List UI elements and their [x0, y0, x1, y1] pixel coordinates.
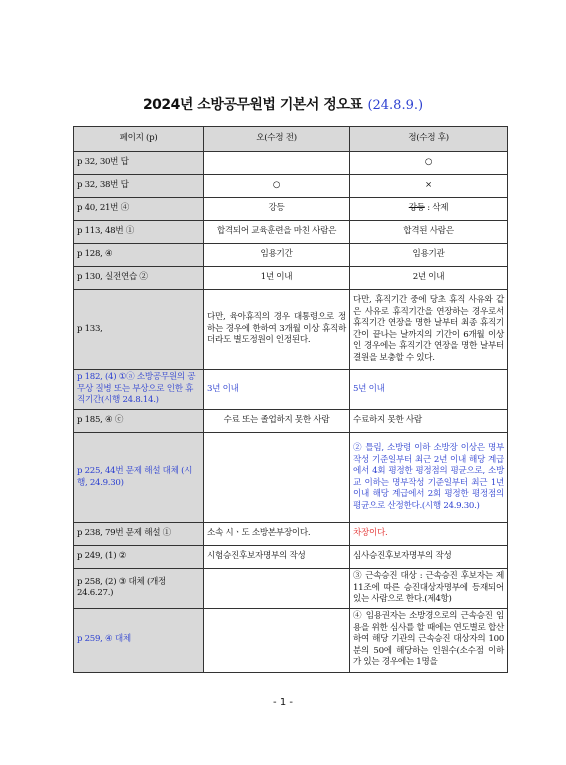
row-after: ③ 근속승진 대상 : 근속승진 후보자는 제11조에 따른 승진대상자명부에 등재되어 있는 사람으로 한다.(제4항)	[350, 569, 508, 609]
table-row	[74, 569, 508, 609]
row-page: p 128, ④	[74, 244, 204, 267]
row-page: p 40, 21번 ④	[74, 198, 204, 221]
row-before: 합격되어 교육훈련을 마친 사람은	[204, 221, 350, 244]
row-page: p 113, 48번 ①	[74, 221, 204, 244]
struck-text: 강등	[408, 203, 425, 214]
row-before: 3년 이내	[204, 370, 350, 410]
row-after: ×	[350, 175, 508, 198]
header-before: 오(수정 전)	[204, 127, 350, 152]
row-page: p 32, 30번 답	[74, 152, 204, 175]
row-before	[204, 152, 350, 175]
document-title	[0, 94, 566, 114]
table-row	[74, 244, 508, 267]
row-page: p 258, (2) ③ 대체 (개정 24.6.27.)	[74, 569, 204, 609]
table-row	[74, 523, 508, 546]
row-after: ② 틀림, 소방령 이하 소방장 이상은 명부작성 기준일부터 최근 2년 이내 해당 계급에서 4회 평정한 평정점의 평균으로, 소방교 이하는 명부작성 기준일부터 최근 1년 이내 해당 계급에서 2회 평정한 평정점의 평균으로 산정한다.(시행 24.9.30.)	[350, 433, 508, 523]
row-before: 강등	[204, 198, 350, 221]
table-row	[74, 175, 508, 198]
row-page: p 185, ④ ⓒ	[74, 410, 204, 433]
row-after: 2년 이내	[350, 267, 508, 290]
errata-table	[73, 126, 508, 673]
row-after: 수료하지 못한 사람	[350, 410, 508, 433]
table-row	[74, 370, 508, 410]
table-header-row	[74, 127, 508, 152]
row-after: 5년 이내	[350, 370, 508, 410]
table-row	[74, 152, 508, 175]
table-row	[74, 433, 508, 523]
title-text: 2024년 소방공무원법 기본서 정오표	[142, 97, 363, 113]
row-page: p 225, 44번 문제 해설 대체 (시행, 24.9.30)	[74, 433, 204, 523]
row-page: p 259, ④ 대체	[74, 608, 204, 672]
row-before: ○	[204, 175, 350, 198]
table-row	[74, 546, 508, 569]
row-after: 차장이다.	[350, 523, 508, 546]
row-before: 소속 시ㆍ도 소방본부장이다.	[204, 523, 350, 546]
row-page: p 130, 실전연습 ②	[74, 267, 204, 290]
table-row	[74, 290, 508, 370]
table-row	[74, 221, 508, 244]
row-before: 임용기간	[204, 244, 350, 267]
row-before: 다만, 육아휴직의 경우 대통령으로 정하는 경우에 한하여 3개월 이상 휴직하더라도 별도정원이 인정된다.	[204, 290, 350, 370]
header-after: 정(수정 후)	[350, 127, 508, 152]
row-after: 심사승진후보자명부의 작성	[350, 546, 508, 569]
row-after: ④ 임용권자는 소방경으로의 근속승진 임용을 위한 심사를 할 때에는 연도별로 합산하여 해당 기관의 근속승진 대상자의 100분의 50에 해당하는 인원수(소수점 이하가 있는 경우에는 1명을	[350, 608, 508, 672]
row-before	[204, 433, 350, 523]
row-page: p 182, (4) ①ⓐ 소방공무원의 공무상 질병 또는 부상으로 인한 휴직기간(시행 24.8.14.)	[74, 370, 204, 410]
row-after: ○	[350, 152, 508, 175]
table-row	[74, 267, 508, 290]
row-after: 임용기관	[350, 244, 508, 267]
after-text: : 삭제	[424, 203, 449, 214]
row-after: 다만, 휴직기간 중에 당초 휴직 사유와 같은 사유로 휴직기간을 연장하는 경우로서 휴직기간 연장을 명한 날부터 최종 휴직기간이 끝나는 날까지의 기간이 6개월 이상인 경우에는 휴직기간 연장을 명한 날부터 결원을 보충할 수 있다.	[350, 290, 508, 370]
row-page: p 249, (1) ②	[74, 546, 204, 569]
title-date: (24.8.9.)	[367, 98, 424, 113]
table-row	[74, 608, 508, 672]
row-before	[204, 569, 350, 609]
row-before: 1년 이내	[204, 267, 350, 290]
page-number: - 1 -	[273, 697, 293, 708]
row-before: 수료 또는 졸업하지 못한 사람	[204, 410, 350, 433]
header-page: 페이지 (p)	[74, 127, 204, 152]
row-page: p 32, 38번 답	[74, 175, 204, 198]
table-row	[74, 198, 508, 221]
row-before	[204, 608, 350, 672]
row-before: 시험승진후보자명부의 작성	[204, 546, 350, 569]
row-after: 합격된 사람은	[350, 221, 508, 244]
row-after	[350, 198, 508, 221]
table-row	[74, 410, 508, 433]
row-page: p 238, 79번 문제 해설 ①	[74, 523, 204, 546]
row-page: p 133,	[74, 290, 204, 370]
